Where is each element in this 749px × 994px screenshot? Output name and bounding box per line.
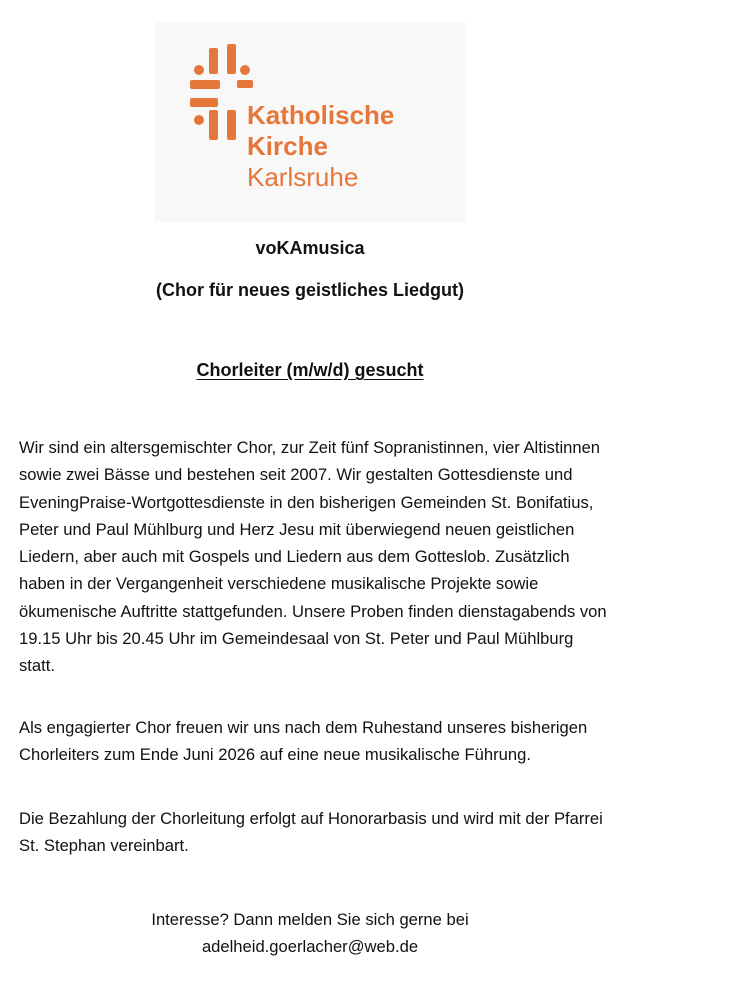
logo-line-2: Kirche: [247, 131, 328, 161]
contact-email[interactable]: adelheid.goerlacher@web.de: [201, 937, 419, 956]
logo-line-3: Karlsruhe: [247, 162, 359, 192]
contact-block: [0, 906, 620, 960]
church-logo: [155, 22, 465, 222]
logo-line-1: Katholische: [247, 100, 395, 130]
choir-title: voKAmusica: [255, 238, 365, 258]
paragraph-payment: Die Bezahlung der Chorleitung erfolgt auf Honorarbasis und wird mit der Pfarrei St. Stephan vereinbart.: [19, 809, 603, 856]
contact-text: Interesse? Dann melden Sie sich gerne bei: [151, 910, 469, 929]
paragraph-intro: Wir sind ein altersgemischter Chor, zur Zeit fünf Sopranistinnen, vier Altistinnen sowie zwei Bässe und bestehen seit 2007. Wir gestalten Gottesdienste und EveningPraise-Wortgottesdienste in den bisherigen Gemeinden St. Bonifatius, Peter und Paul Mühlburg und Herz Jesu mit überwiegend neuen geistlichen Liedern, aber auch mit Gospels und Liedern aus dem Gotteslob. Zusätzlich haben in der Vergangenheit verschiedene musikalische Projekte sowie ökumenische Auftritte stattgefunden. Unsere Proben finden dienstagabends von 19.15 Uhr bis 20.45 Uhr im Gemeindesaal von St. Peter und Paul Mühlburg statt.: [19, 438, 607, 676]
logo-wordmark: [247, 100, 394, 193]
choir-subtitle: (Chor für neues geistliches Liedgut): [155, 280, 465, 300]
job-heading: Chorleiter (m/w/d) gesucht: [196, 360, 424, 380]
paragraph-search: Als engagierter Chor freuen wir uns nach dem Ruhestand unseres bisherigen Chorleiters zum Ende Juni 2026 auf eine neue musikalische Führung.: [19, 718, 588, 765]
